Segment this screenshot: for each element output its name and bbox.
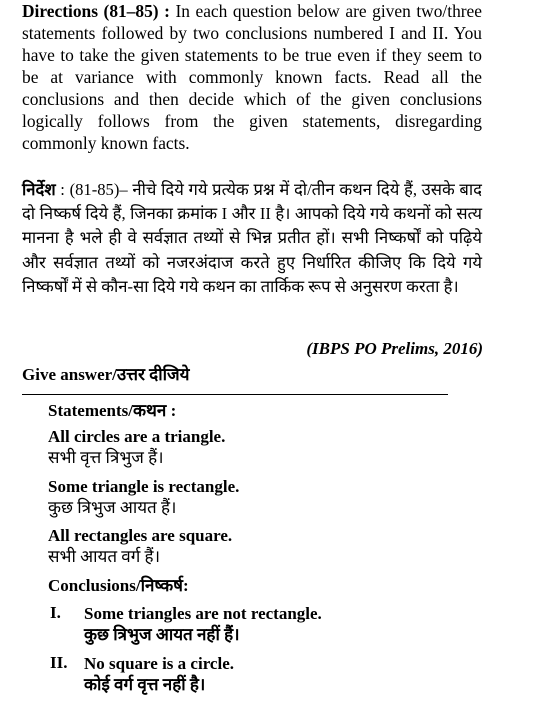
source-citation: (IBPS PO Prelims, 2016) [306, 339, 483, 358]
directions-english [22, 0, 482, 154]
conclusion-2-en: No square is a circle. [84, 654, 234, 673]
conclusions-heading: Conclusions/निष्कर्ष: [48, 576, 189, 595]
directions-label: Directions (81–85) : [22, 1, 170, 21]
statement-3-hi: सभी आयत वर्ग हैं। [48, 547, 161, 566]
conclusion-1-hi: कुछ त्रिभुज आयत नहीं हैं। [84, 625, 240, 644]
nirdesh-label: निर्देश [22, 180, 56, 199]
directions-hindi [22, 178, 482, 299]
conclusion-2-number: II. [50, 653, 68, 672]
directions-text: In each question below are given two/three statements followed by two conclusions numbered I and II. You have to take the given statements to be true even if they seem to be at variance with commonly known facts. Read all the conclusions and then decide which of the given conclusions logically follows from the given statements, disregarding commonly known facts. [22, 1, 482, 153]
statement-1-hi: सभी वृत्त त्रिभुज हैं। [48, 448, 164, 467]
statements-heading: Statements/कथन : [48, 401, 177, 420]
statement-3-en: All rectangles are square. [48, 526, 233, 545]
statement-2-hi: कुछ त्रिभुज आयत हैं। [48, 498, 177, 517]
conclusion-1-en: Some triangles are not rectangle. [84, 604, 322, 623]
statement-1-en: All circles are a triangle. [48, 427, 226, 446]
nirdesh-text: : (81-85)– नीचे दिये गये प्रत्येक प्रश्न में दो/तीन कथन दिये हैं, उसके बाद दो निष्कर्ष दिये हैं, जिनका क्रमांक I और II है। आपको दिये गये कथनों को सत्य मानना है भले ही वे सर्वज्ञात तथ्यों से भिन्न प्रतीत हों। सभी निष्कर्षों को पढ़िये और सर्वज्ञात तथ्यों को नजरअंदाज करते हुए निर्धारित कीजिए कि दिये गये निष्कर्षों में से कौन-सा दिये गये कथन का तार्किक रूप से अनुसरण करता है। [22, 180, 482, 296]
divider [22, 394, 448, 395]
conclusion-2-hi: कोई वर्ग वृत्त नहीं है। [84, 675, 206, 694]
give-answer-label: Give answer/उत्तर दीजिये [22, 365, 190, 384]
conclusion-1-number: I. [50, 603, 61, 622]
statement-2-en: Some triangle is rectangle. [48, 477, 240, 496]
